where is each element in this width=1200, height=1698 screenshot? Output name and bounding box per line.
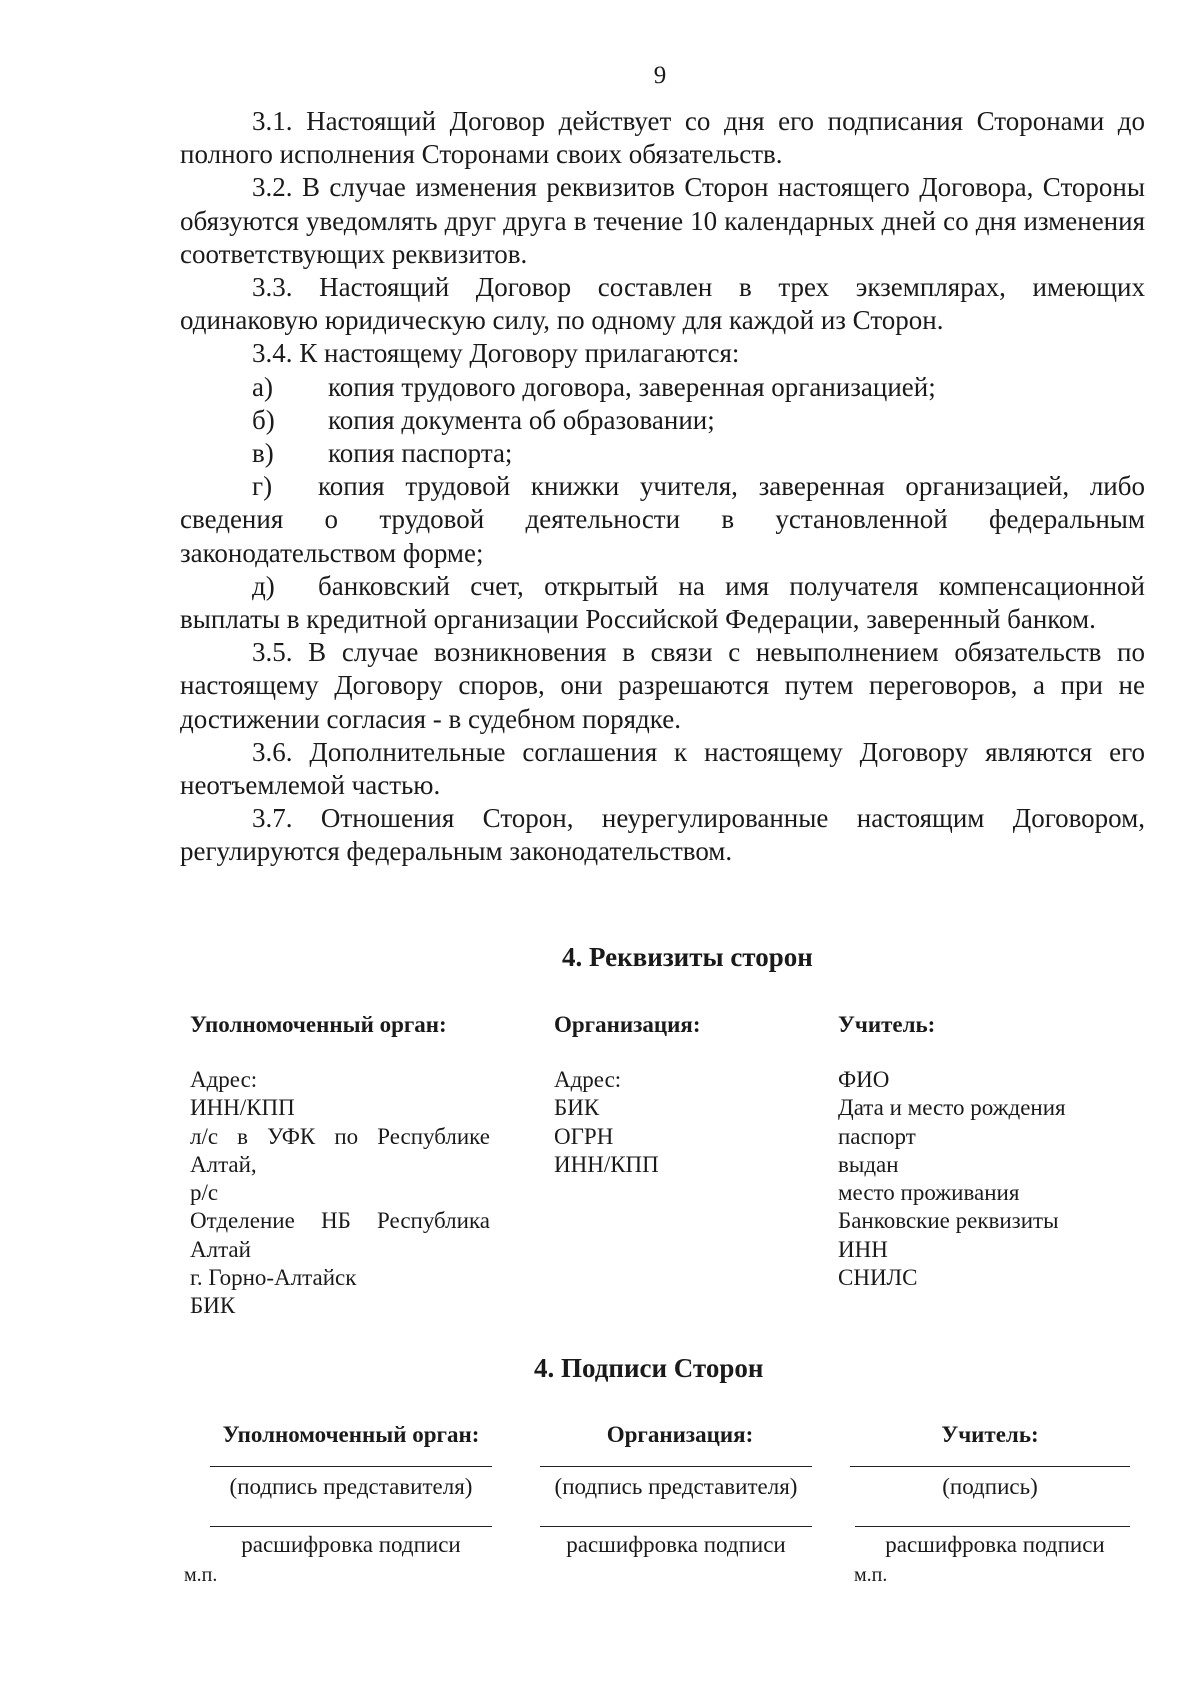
attachment-item-a xyxy=(180,371,1145,404)
list-text: копия документа об образовании; xyxy=(328,404,715,435)
list-marker: а) xyxy=(252,371,273,402)
detail-line: БИК xyxy=(190,1293,236,1319)
detail-line: ИНН xyxy=(838,1236,888,1262)
detail-line: р/с xyxy=(190,1180,219,1206)
clause-3-1: 3.1. Настоящий Договор действует со дня его подписания Сторонами до полного исполнения Сторонами своих обязательств. xyxy=(180,106,1145,170)
list-text: копия паспорта; xyxy=(328,438,513,469)
list-text: копия трудовой книжки учителя, заверенная организацией, либо сведения о трудовой деятельности в установленной федеральным законодательством форме; xyxy=(180,471,1145,568)
requisites-teacher-details xyxy=(838,1066,1066,1292)
detail-word: УФК xyxy=(267,1123,316,1149)
seal-mark-authority: м.п. xyxy=(184,1564,218,1586)
name-caption-teacher: расшифровка подписи xyxy=(885,1532,1105,1557)
name-caption-authority: расшифровка подписи xyxy=(241,1532,461,1557)
attachment-item-e xyxy=(180,570,1145,636)
name-caption-organization: расшифровка подписи xyxy=(566,1532,786,1557)
detail-line: Дата и место рождения xyxy=(838,1095,1066,1121)
requisites-authority-details xyxy=(190,1066,490,1321)
name-line-teacher xyxy=(855,1526,1130,1527)
detail-line xyxy=(190,1123,490,1151)
clause-3-3: 3.3. Настоящий Договор составлен в трех экземплярах, имеющих одинаковую юридическую силу, по одному для каждой из Сторон. xyxy=(180,272,1145,336)
detail-word: Отделение xyxy=(190,1208,295,1234)
detail-line: Адрес: xyxy=(190,1067,258,1092)
detail-line: паспорт xyxy=(838,1123,916,1149)
signature-organization-heading: Организация: xyxy=(606,1422,754,1447)
signature-line-authority xyxy=(210,1466,492,1467)
detail-word: в xyxy=(237,1123,249,1149)
detail-word: л/с xyxy=(190,1123,219,1149)
detail-word: Республика xyxy=(377,1208,490,1234)
detail-line: ИНН/КПП xyxy=(554,1151,659,1177)
attachment-item-c xyxy=(180,437,1145,470)
requisites-authority-heading: Уполномоченный орган: xyxy=(190,1012,447,1037)
name-line-organization xyxy=(540,1526,812,1527)
requisites-organization-heading: Организация: xyxy=(554,1012,701,1037)
detail-line: выдан xyxy=(838,1151,899,1177)
clause-3-7: 3.7. Отношения Сторон, неурегулированные настоящим Договором, регулируются федеральным законодательством. xyxy=(180,803,1145,867)
detail-line xyxy=(190,1207,490,1235)
detail-line: г. Горно-Алтайск xyxy=(190,1265,357,1291)
detail-line: Алтай, xyxy=(190,1151,257,1177)
requisites-title: 4. Реквизиты сторон xyxy=(562,942,813,972)
clause-3-5: 3.5. В случае возникновения в связи с невыполнением обязательств по настоящему Договору споров, они разрешаются путем переговоров, а при не достижении согласия - в судебном порядке. xyxy=(180,637,1145,734)
signature-caption-organization: (подпись представителя) xyxy=(554,1474,798,1499)
detail-word: по xyxy=(334,1123,359,1149)
detail-line: место проживания xyxy=(838,1180,1020,1206)
detail-line: БИК xyxy=(554,1095,600,1121)
detail-line: ИНН/КПП xyxy=(190,1095,295,1121)
detail-word: Республике xyxy=(377,1123,490,1149)
list-marker: в) xyxy=(252,438,274,469)
signature-teacher-heading: Учитель: xyxy=(941,1422,1039,1447)
detail-line: Банковские реквизиты xyxy=(838,1208,1059,1234)
detail-line: ОГРН xyxy=(554,1123,614,1149)
list-text: копия трудового договора, заверенная организацией; xyxy=(328,371,936,402)
signature-caption-authority: (подпись представителя) xyxy=(229,1474,473,1499)
detail-line: ФИО xyxy=(838,1067,890,1092)
name-line-authority xyxy=(210,1526,492,1527)
requisites-teacher-heading: Учитель: xyxy=(838,1012,936,1037)
detail-line: Адрес: xyxy=(554,1067,622,1092)
seal-mark-teacher: м.п. xyxy=(854,1564,888,1586)
section-3-terms xyxy=(180,105,1145,869)
signatures-title: 4. Подписи Сторон xyxy=(534,1353,764,1383)
detail-word: НБ xyxy=(321,1208,351,1234)
list-marker: г) xyxy=(252,471,273,502)
clause-3-6: 3.6. Дополнительные соглашения к настоящему Договору являются его неотъемлемой частью. xyxy=(180,736,1145,801)
list-marker: д) xyxy=(252,570,275,601)
signature-caption-teacher: (подпись) xyxy=(942,1474,1038,1499)
detail-line: СНИЛС xyxy=(838,1265,918,1291)
signature-line-teacher xyxy=(850,1466,1130,1467)
signature-line-organization xyxy=(540,1466,812,1467)
list-marker: б) xyxy=(252,404,275,435)
clause-3-2: 3.2. В случае изменения реквизитов Сторон настоящего Договора, Стороны обязуются уведомлять друг друга в течение 10 календарных дней со дня изменения соответствующих реквизитов. xyxy=(180,172,1145,269)
detail-line: Алтай xyxy=(190,1236,251,1262)
clause-3-4: 3.4. К настоящему Договору прилагаются: xyxy=(252,338,740,369)
attachment-item-d xyxy=(180,470,1145,570)
page-number: 9 xyxy=(653,62,667,89)
attachment-item-b xyxy=(180,404,1145,437)
list-text: банковский счет, открытый на имя получателя компенсационной выплаты в кредитной организации Российской Федерации, заверенный банком. xyxy=(180,570,1145,635)
signature-authority-heading: Уполномоченный орган: xyxy=(222,1422,480,1447)
requisites-organization-details xyxy=(554,1066,659,1179)
